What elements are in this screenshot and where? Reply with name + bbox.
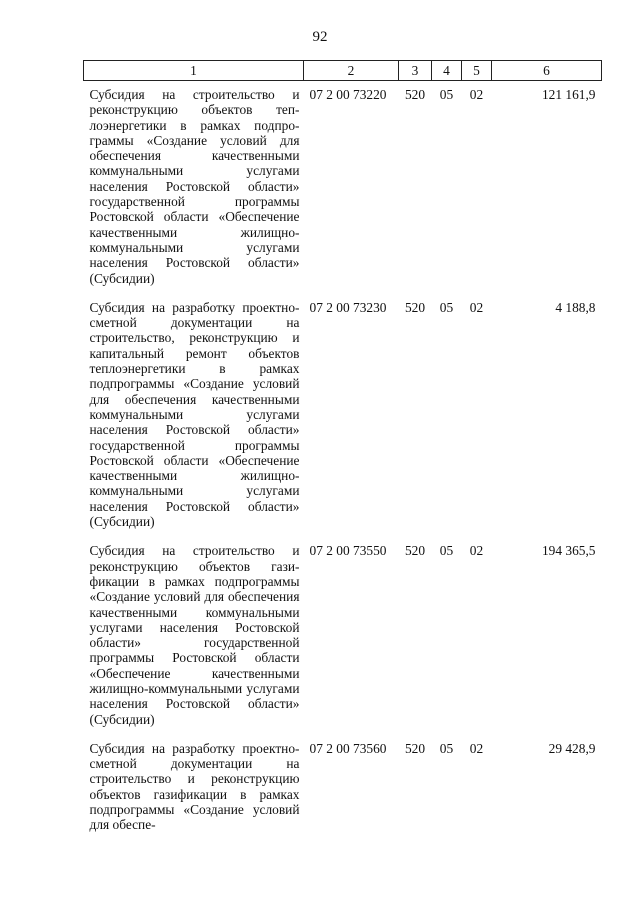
column-header: 2 [304, 61, 399, 81]
row-subsection: 02 [469, 299, 484, 315]
column-header: 3 [399, 61, 432, 81]
row-amount: 29 428,9 [548, 740, 596, 756]
row-expense-type: 520 [404, 299, 426, 315]
table-row [84, 735, 602, 841]
row-target-code: 07 2 00 73230 [309, 299, 387, 315]
row-subsection: 02 [469, 87, 484, 102]
page-number: 92 [312, 29, 328, 45]
table-row [84, 294, 602, 537]
column-header: 4 [432, 61, 462, 81]
row-amount: 194 365,5 [541, 543, 596, 559]
row-section: 05 [439, 299, 454, 315]
row-target-code: 07 2 00 73220 [309, 87, 387, 102]
row-section: 05 [439, 740, 454, 756]
row-section: 05 [439, 87, 454, 102]
row-description: Субсидия на разработку проектно-сметной документации на строительство и реконструкцию объектов газификации в рамках подпрограммы «Создание условий для обеспе- [89, 740, 300, 833]
row-expense-type: 520 [404, 543, 426, 559]
row-expense-type: 520 [404, 87, 426, 102]
row-amount: 4 188,8 [555, 299, 596, 315]
column-header: 5 [462, 61, 492, 81]
table-header [84, 61, 602, 81]
row-subsection: 02 [469, 740, 484, 756]
header-row [84, 61, 602, 81]
row-expense-type: 520 [404, 740, 426, 756]
row-description: Субсидия на строительство и реконструкцию объектов теплоэнергетики в рамках подпрограммы «Создание условий для обеспечения качественными коммунальными услугами населения Ростовской области» государственной программы Ростовской области «Обеспечение качественными жилищно-коммунальными услугами населения Ростовской области» (Субсидии) [89, 87, 300, 286]
table-row [84, 81, 602, 294]
budget-table [83, 60, 602, 841]
row-target-code: 07 2 00 73560 [309, 740, 387, 756]
row-subsection: 02 [469, 543, 484, 559]
column-header: 6 [492, 61, 602, 81]
row-section: 05 [439, 543, 454, 559]
column-header: 1 [84, 61, 304, 81]
table-row [84, 537, 602, 735]
table-body [84, 81, 602, 841]
row-description: Субсидия на разработку проектно-сметной документации на строительство, реконструкцию и капитальный ремонт объектов теплоэнергетики в рамках подпрограммы «Создание условий для обеспечения качественными коммунальными услугами населения Ростовской области» государственной программы Ростовской области «Обеспечение качественными жилищно-коммунальными услугами населения Ростовской области» (Субсидии) [89, 299, 300, 530]
row-description: Субсидия на строительство и реконструкцию объектов газификации в рамках подпрограммы «Создание условий для обеспечения качественными коммунальными услугами населения Ростовской области» государственной программы Ростовской области «Обеспечение качественными жилищно-коммунальными услугами населения Ростовской области» (Субсидии) [89, 543, 300, 727]
row-target-code: 07 2 00 73550 [309, 543, 387, 559]
row-amount: 121 161,9 [541, 87, 596, 102]
